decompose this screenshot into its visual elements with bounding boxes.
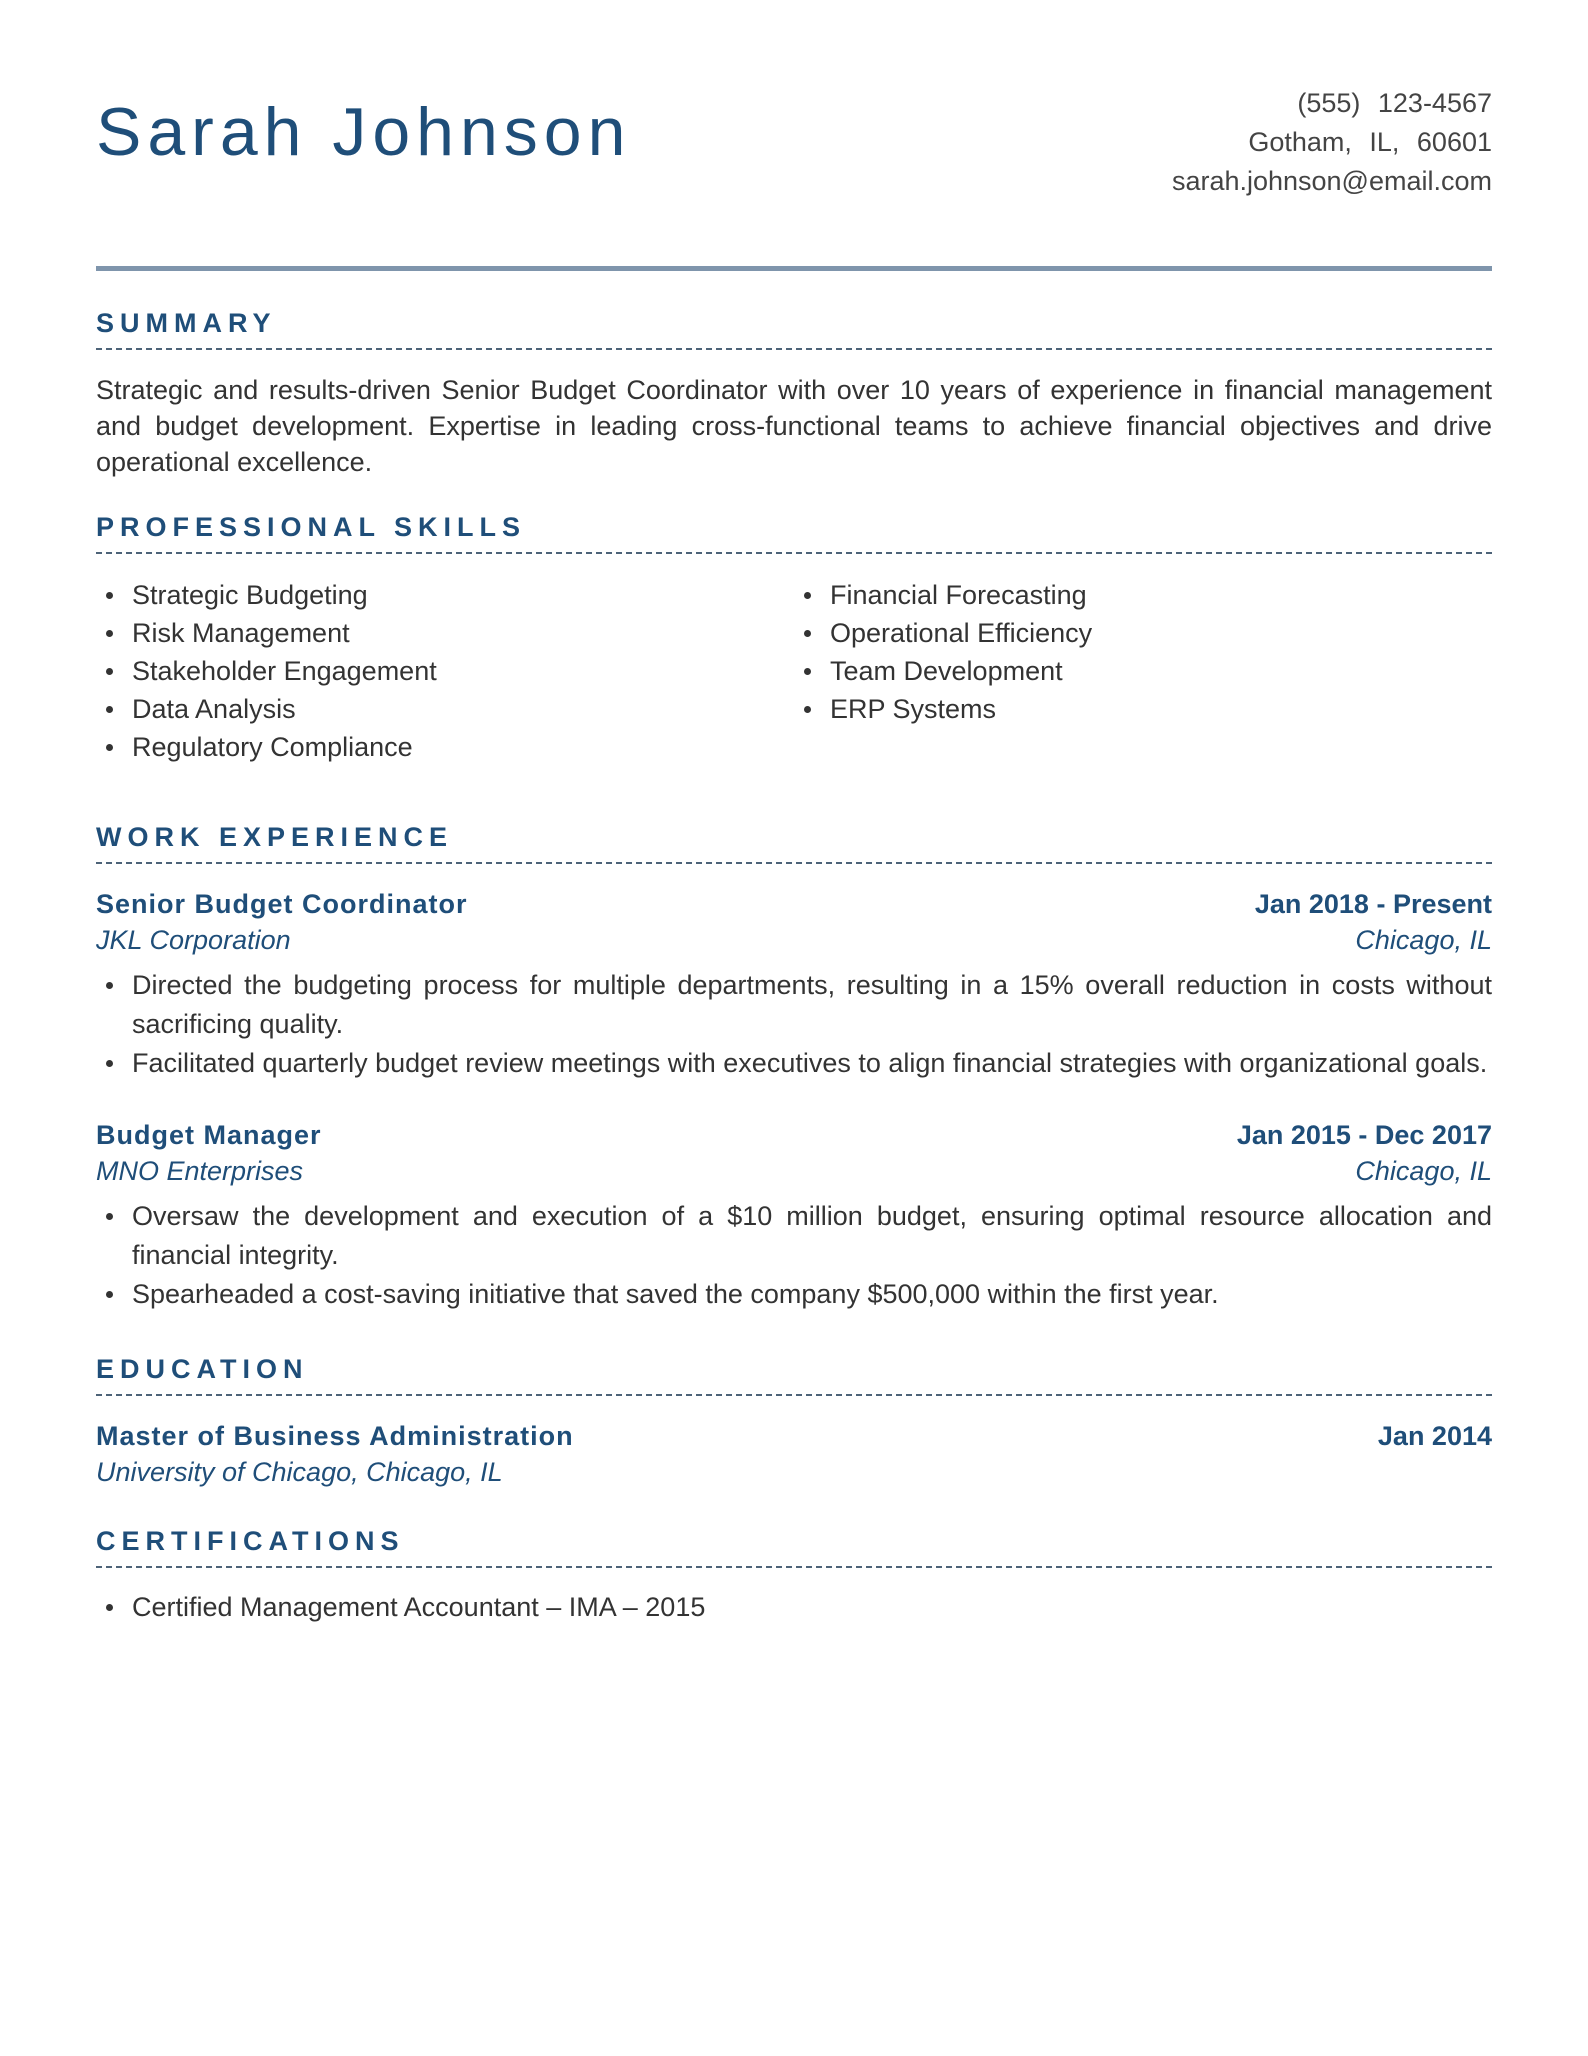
education-section: [96, 1352, 1492, 1490]
job-company: MNO Enterprises: [96, 1156, 304, 1186]
job-bullet: Oversaw the development and execution of a $10 million budget, ensuring optimal resource allocation and financial integrity.: [96, 1197, 1492, 1275]
job-header-row: [96, 1117, 1492, 1153]
job-subheader-row: [96, 922, 1492, 958]
skill-item: Strategic Budgeting: [96, 576, 794, 614]
skill-item: ERP Systems: [794, 690, 1492, 728]
job-location: Chicago, IL: [1355, 925, 1492, 955]
skill-item: Team Development: [794, 652, 1492, 690]
section-title-summary: SUMMARY: [96, 306, 1492, 350]
certification-list: [96, 1588, 1492, 1627]
email-address: sarah.johnson@email.com: [1171, 166, 1492, 196]
skills-column-left: [96, 576, 794, 766]
skill-item: Financial Forecasting: [794, 576, 1492, 614]
education-header-row: [96, 1418, 1492, 1454]
job-title: Senior Budget Coordinator: [96, 889, 468, 919]
job-dates: Jan 2015 - Dec 2017: [1236, 1120, 1492, 1150]
experience-section: [96, 820, 1492, 1314]
section-title-education: EDUCATION: [96, 1352, 1492, 1396]
school-name: University of Chicago, Chicago, IL: [96, 1457, 503, 1487]
job-location: Chicago, IL: [1355, 1156, 1492, 1186]
resume-header: [96, 0, 1492, 272]
education-entry: [96, 1418, 1492, 1490]
job-company: JKL Corporation: [96, 925, 291, 955]
skill-item: Data Analysis: [96, 690, 794, 728]
job-bullet: Spearheaded a cost-saving initiative that saved the company $500,000 within the first year.: [96, 1275, 1492, 1314]
skill-item: Operational Efficiency: [794, 614, 1492, 652]
job-dates: Jan 2018 - Present: [1254, 889, 1492, 919]
degree-name: Master of Business Administration: [96, 1421, 574, 1451]
section-title-skills: PROFESSIONAL SKILLS: [96, 510, 1492, 554]
certifications-section: [96, 1524, 1492, 1627]
skills-section: [96, 510, 1492, 766]
section-title-certifications: CERTIFICATIONS: [96, 1524, 1492, 1568]
certification-item: Certified Management Accountant – IMA – 2015: [96, 1588, 1492, 1627]
job-entry: [96, 886, 1492, 1083]
header-divider: [96, 266, 1492, 271]
skills-column-right: [794, 576, 1492, 766]
resume-page: [96, 0, 1492, 1627]
job-bullets: [96, 966, 1492, 1083]
job-title: Budget Manager: [96, 1120, 322, 1150]
job-header-row: [96, 886, 1492, 922]
phone-number: (555) 123-4567: [1297, 88, 1492, 118]
graduation-date: Jan 2014: [1377, 1421, 1492, 1451]
job-bullet: Directed the budgeting process for multiple departments, resulting in a 15% overall reduction in costs without sacrificing quality.: [96, 966, 1492, 1044]
address: Gotham, IL, 60601: [1248, 127, 1492, 157]
job-subheader-row: [96, 1153, 1492, 1189]
section-title-experience: WORK EXPERIENCE: [96, 820, 1492, 864]
job-bullets: [96, 1197, 1492, 1314]
skill-item: Risk Management: [96, 614, 794, 652]
skill-item: Stakeholder Engagement: [96, 652, 794, 690]
skills-grid: [96, 576, 1492, 766]
job-entry: [96, 1117, 1492, 1314]
skill-item: Regulatory Compliance: [96, 728, 794, 766]
contact-info: [1172, 84, 1492, 201]
candidate-name: Sarah Johnson: [96, 94, 632, 170]
job-bullet: Facilitated quarterly budget review meetings with executives to align financial strategies with organizational goals.: [96, 1044, 1492, 1083]
summary-text: Strategic and results-driven Senior Budget Coordinator with over 10 years of experience in financial management and budget development. Expertise in leading cross-functional teams to achieve financial objectives and drive operational excellence.: [96, 375, 1492, 477]
summary-section: [96, 306, 1492, 480]
